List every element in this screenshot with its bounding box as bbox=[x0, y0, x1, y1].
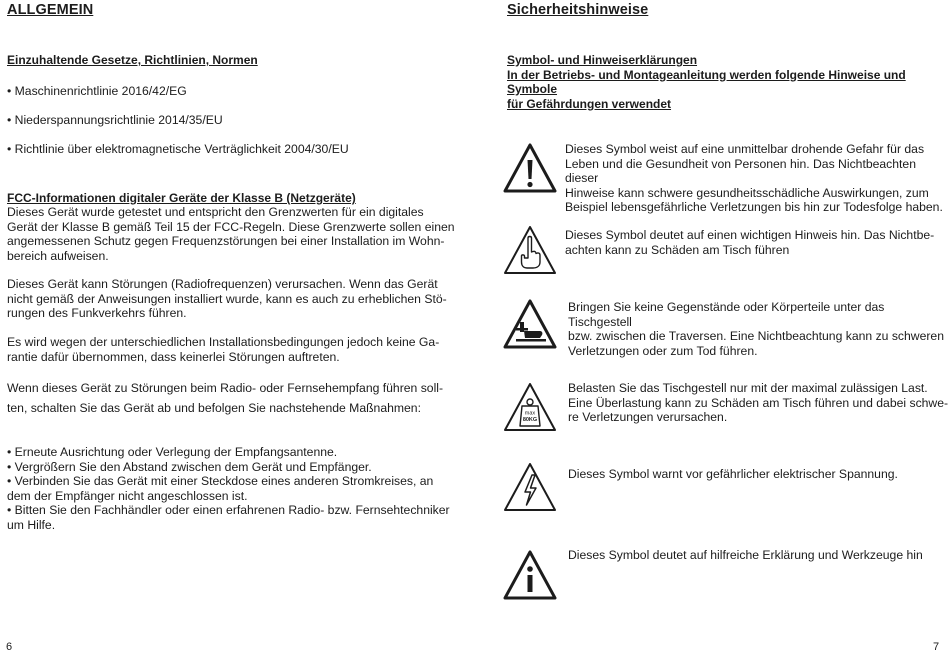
text-line: für Gefährdungen verwendet bbox=[507, 96, 672, 111]
text-line: Verletzungen oder zum Tod führen. bbox=[568, 343, 758, 358]
list-item: dem der Empfänger nicht angeschlossen ist. bbox=[7, 488, 248, 503]
list-item: • Verbinden Sie das Gerät mit einer Steckdose eines anderen Stromkreises, an bbox=[7, 474, 434, 488]
exclamation-icon bbox=[502, 142, 558, 194]
text-line: Dieses Gerät wurde getestet und entspricht den Grenzwerten für ein digitales bbox=[7, 205, 424, 219]
text-line: angemessenen Schutz gegen Frequenzstörungen bei einer Installation im Wohn- bbox=[7, 234, 445, 248]
text-line: Bringen Sie keine Gegenstände oder Körperteile unter das Tischgestell bbox=[568, 300, 885, 329]
fcc-title: FCC-Informationen digitaler Geräte der Klasse B (Netzgeräte) bbox=[7, 191, 356, 205]
information-icon bbox=[502, 549, 558, 601]
text-line: rantie dafür übernommen, dass keinerlei Störungen auftreten. bbox=[7, 349, 340, 364]
list-item: um Hilfe. bbox=[7, 517, 56, 532]
laws-title: Einzuhaltende Gesetze, Richtlinien, Normen bbox=[7, 53, 258, 67]
fcc-paragraph bbox=[7, 205, 455, 263]
crushing-hand-icon bbox=[502, 298, 558, 350]
text-line: rungen des Funkverkehrs führen. bbox=[7, 306, 187, 320]
right-heading: Sicherheitshinweise bbox=[507, 2, 649, 18]
symbol-description bbox=[568, 300, 950, 358]
symbol-description bbox=[565, 142, 950, 215]
text-line: bereich aufweisen. bbox=[7, 248, 109, 263]
pointing-hand-icon bbox=[502, 224, 558, 276]
text-line: Dieses Symbol warnt vor gefährlicher elektrischer Spannung. bbox=[568, 467, 898, 481]
symbols-title bbox=[507, 53, 950, 111]
text-line: Wenn dieses Gerät zu Störungen beim Radio- oder Fernsehempfang führen soll- bbox=[7, 381, 444, 395]
text-line: Dieses Symbol deutet auf hilfreiche Erklärung und Werkzeuge hin bbox=[568, 548, 923, 562]
symbol-description bbox=[565, 228, 934, 257]
text-line: re Verletzungen verursachen. bbox=[568, 410, 728, 424]
text-line: nicht gemäß der Anweisungen installiert wurde, kann es auch zu erheblichen Stö- bbox=[7, 291, 447, 306]
weight-label-bottom: 80KG bbox=[522, 417, 538, 423]
weight-label-top: max bbox=[524, 410, 536, 417]
page-number-left: 6 bbox=[6, 641, 13, 653]
text-line: Dieses Symbol weist auf eine unmittelbar drohende Gefahr für das bbox=[565, 142, 925, 156]
law-item: • Richtlinie über elektromagnetische Verträglichkeit 2004/30/EU bbox=[7, 142, 349, 156]
list-item: • Bitten Sie den Fachhändler oder einen erfahrenen Radio- bzw. Fernsehtechniker bbox=[7, 503, 450, 517]
symbol-description bbox=[568, 548, 923, 563]
text-line: Dieses Symbol deutet auf einen wichtigen Hinweis hin. Das Nichtbe- bbox=[565, 228, 935, 242]
text-line: Symbol- und Hinweiserklärungen bbox=[507, 53, 698, 67]
electric-voltage-icon bbox=[502, 461, 558, 513]
text-line: Hinweise kann schwere gesundheitsschädliche Auswirkungen, zum bbox=[565, 185, 929, 200]
max-weight-icon bbox=[502, 381, 558, 433]
page-number-right: 7 bbox=[933, 641, 940, 653]
measures-list bbox=[7, 445, 450, 532]
measures-paragraph bbox=[7, 378, 443, 418]
text-line: In der Betriebs- und Montageanleitung werden folgende Hinweise und Symbole bbox=[507, 67, 906, 96]
law-item: • Niederspannungsrichtlinie 2014/35/EU bbox=[7, 113, 223, 127]
text-line: Gerät der Klasse B gemäß Teil 15 der FCC-Regeln. Diese Grenzwerte sollen einen bbox=[7, 219, 455, 234]
text-line: ten, schalten Sie das Gerät ab und befolgen Sie nachstehende Maßnahmen: bbox=[7, 401, 421, 415]
symbol-description bbox=[568, 381, 948, 425]
text-line: Es wird wegen der unterschiedlichen Installationsbedingungen jedoch keine Ga- bbox=[7, 335, 440, 349]
left-heading: ALLGEMEIN bbox=[7, 2, 94, 18]
text-line: Belasten Sie das Tischgestell nur mit der maximal zulässigen Last. bbox=[568, 381, 928, 395]
guarantee-paragraph bbox=[7, 335, 439, 364]
text-line: bzw. zwischen die Traversen. Eine Nichtbeachtung kann zu schweren bbox=[568, 329, 944, 343]
text-line: Beispiel lebensgefährliche Verletzungen bis hin zur Todesfolge haben. bbox=[565, 200, 943, 214]
text-line: achten kann zu Schäden am Tisch führen bbox=[565, 242, 790, 257]
text-line: Dieses Gerät kann Störungen (Radiofrequenzen) verursachen. Wenn das Gerät bbox=[7, 277, 438, 291]
interference-paragraph bbox=[7, 277, 447, 321]
law-item: • Maschinenrichtlinie 2016/42/EG bbox=[7, 84, 187, 98]
list-item: • Erneute Ausrichtung oder Verlegung der Empfangsantenne. bbox=[7, 445, 338, 459]
symbol-description bbox=[568, 467, 898, 482]
list-item: • Vergrößern Sie den Abstand zwischen dem Gerät und Empfänger. bbox=[7, 459, 372, 474]
text-line: Eine Überlastung kann zu Schäden am Tisch führen und dabei schwe- bbox=[568, 395, 949, 410]
text-line: Leben und die Gesundheit von Personen hin. Das Nichtbeachten dieser bbox=[565, 156, 916, 185]
